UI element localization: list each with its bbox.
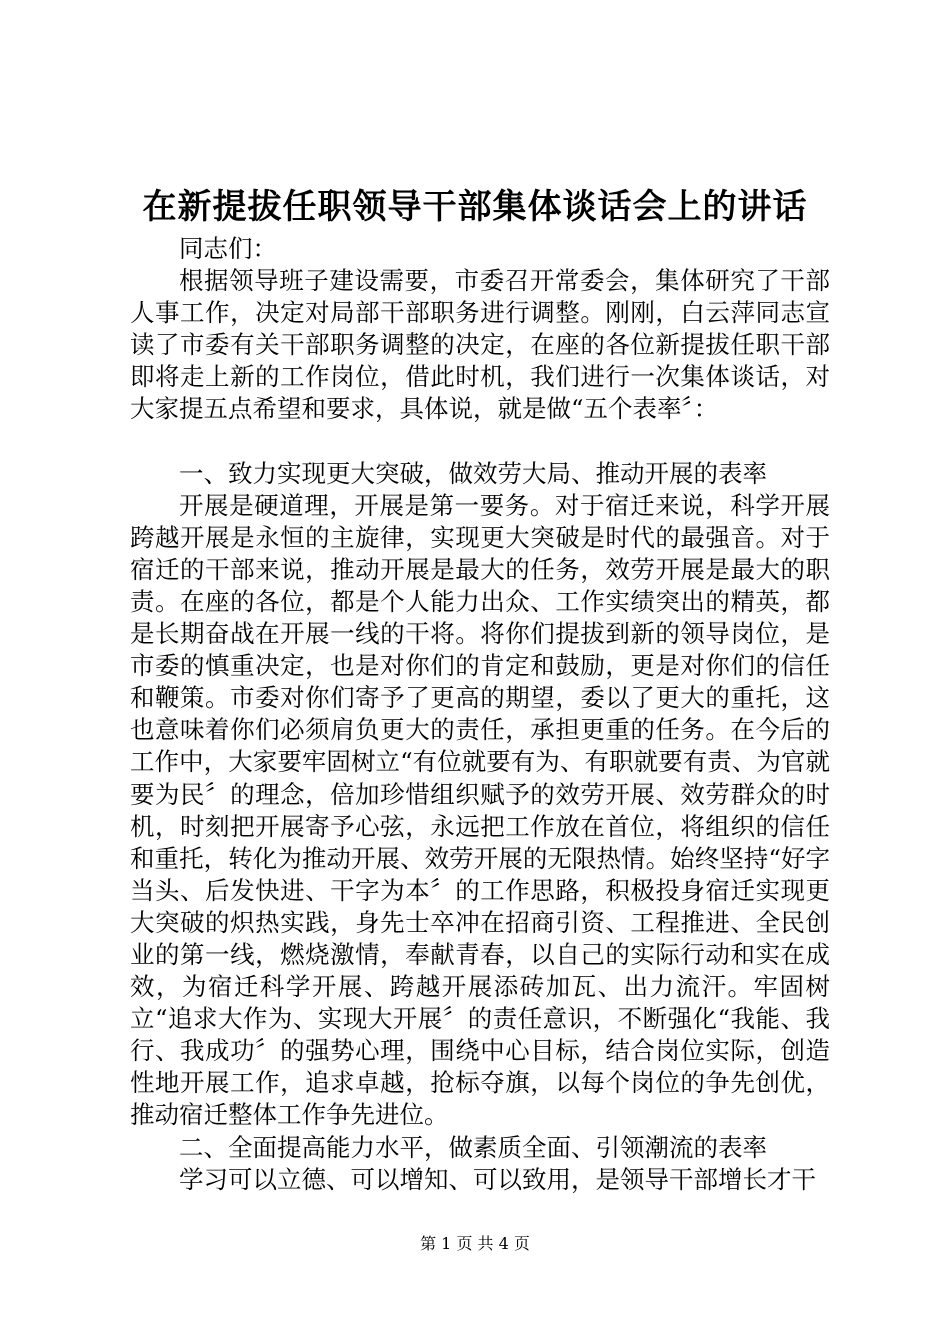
document-title: 在新提拔任职领导干部集体谈话会上的讲话	[142, 187, 808, 227]
salutation: 同志们：	[179, 234, 277, 263]
document-body	[130, 233, 830, 1196]
section-2-paragraph: 学习可以立德、可以增知、可以致用，是领导干部增长才干	[179, 1164, 816, 1194]
section-2-heading: 二、全面提高能力水平，做素质全面、引领潮流的表率	[179, 1132, 767, 1162]
section-1-heading: 一、致力实现更大突破，做效劳大局、推动开展的表率	[179, 458, 767, 488]
intro-paragraph: 根据领导班子建设需要，市委召开常委会，集体研究了干部人事工作，决定对局部干部职务进行调整。刚刚，白云萍同志宣读了市委有关干部职务调整的决定，在座的各位新提拔任职干部即将走上新的工作岗位，借此时机，我们进行一次集体谈话，对大家提五点希望和要求，具体说，就是做“五个表率〞：	[130, 266, 830, 424]
section-1-paragraph: 开展是硬道理，开展是第一要务。对于宿迁来说，科学开展跨越开展是永恒的主旋律，实现更大突破是时代的最强音。对于宿迁的干部来说，推动开展是最大的任务，效劳开展是最大的职责。在座的各位，都是个人能力出众、工作实绩突出的精英，都是长期奋战在开展一线的干将。将你们提拔到新的领导岗位，是市委的慎重决定，也是对你们的肯定和鼓励，更是对你们的信任和鞭策。市委对你们寄予了更高的期望，委以了更大的重托，这也意味着你们必须肩负更大的责任，承担更重的任务。在今后的工作中，大家要牢固树立“有位就要有为、有职就要有责、为官就要为民〞的理念，倍加珍惜组织赋予的效劳开展、效劳群众的时机，时刻把开展寄予心弦，永远把工作放在首位，将组织的信任和重托，转化为推动开展、效劳开展的无限热情。始终坚持“好字当头、后发快进、干字为本〞的工作思路，积极投身宿迁实现更大突破的炽热实践，身先士卒冲在招商引资、工程推进、全民创业的第一线，燃烧激情，奉献青春，以自己的实际行动和实在成效，为宿迁科学开展、跨越开展添砖加瓦、出力流汗。牢固树立“追求大作为、实现大开展〞的责任意识，不断强化“我能、我行、我成功〞的强势心理，围绕中心目标，结合岗位实际，创造性地开展工作，追求卓越，抢标夺旗，以每个岗位的争先创优，推动宿迁整体工作争先进位。	[130, 490, 830, 1130]
page-number: 第 1 页 共 4 页	[420, 1234, 530, 1253]
paragraph-gap	[130, 426, 830, 458]
